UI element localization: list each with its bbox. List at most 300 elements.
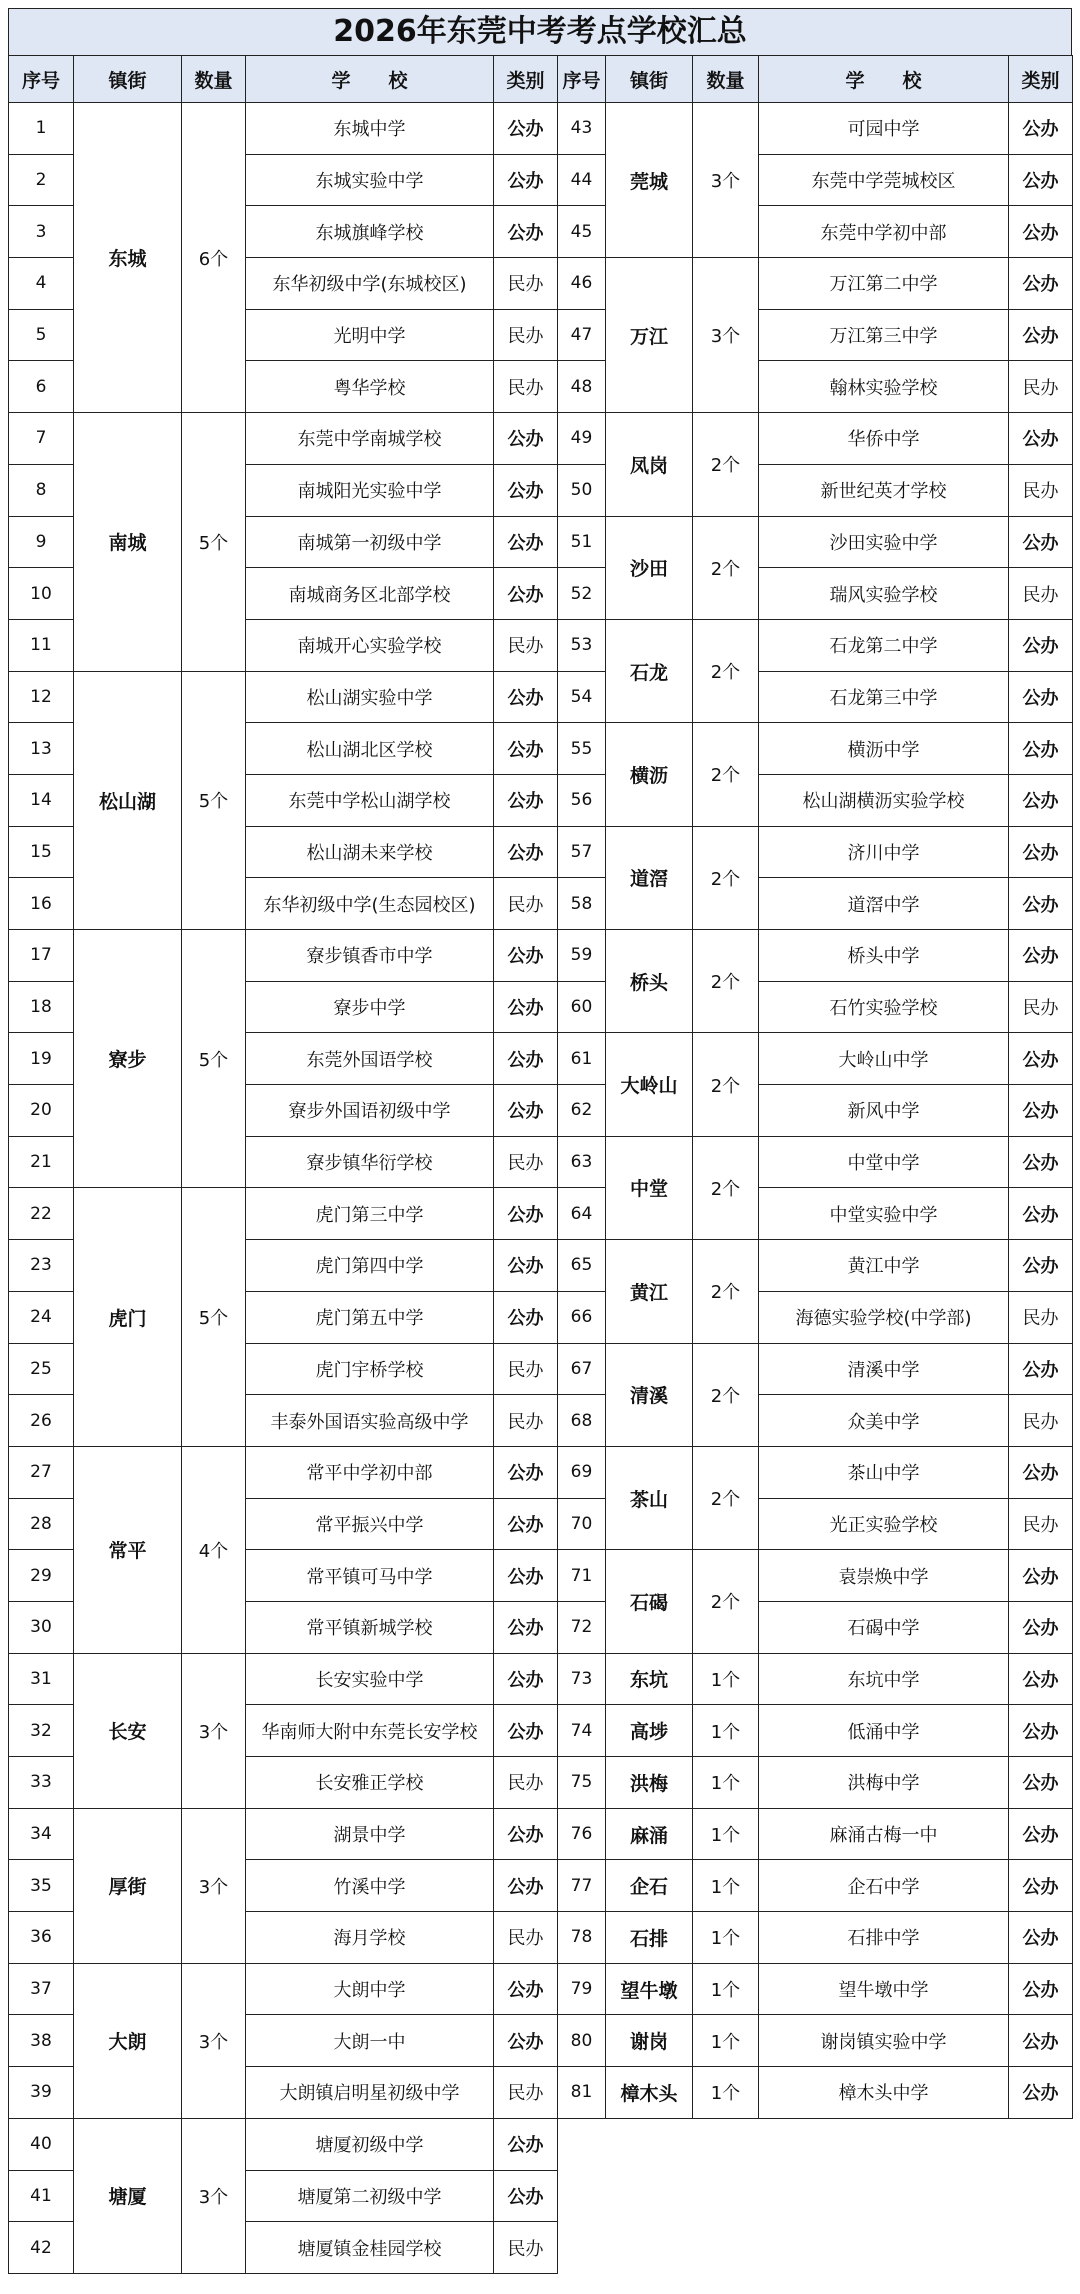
town-cell: 石排 [606,1912,693,1964]
school-name: 东城中学 [246,103,494,155]
row-number: 3 [9,206,74,258]
row-number: 28 [9,1499,74,1551]
school-name: 麻涌古梅一中 [759,1809,1009,1861]
school-type: 公办 [494,1499,558,1551]
town-cell: 道滘 [606,827,693,930]
row-number: 18 [9,982,74,1034]
school-name: 瑞风实验学校 [759,568,1009,620]
school-type: 民办 [494,2222,558,2274]
school-name: 粤华学校 [246,361,494,413]
row-number: 48 [558,361,606,413]
school-type: 民办 [1009,1499,1073,1551]
school-name: 大朗镇启明星初级中学 [246,2067,494,2119]
town-cell: 莞城 [606,103,693,258]
count-cell: 5个 [182,930,246,1188]
school-type: 民办 [1009,1395,1073,1447]
school-name: 寮步镇华衍学校 [246,1137,494,1189]
count-cell: 3个 [182,1964,246,2119]
count-cell: 1个 [693,1705,759,1757]
school-name: 东城旗峰学校 [246,206,494,258]
school-type: 公办 [1009,1912,1073,1964]
school-type: 公办 [1009,723,1073,775]
row-number: 12 [9,672,74,724]
school-type: 公办 [494,982,558,1034]
town-cell: 麻涌 [606,1809,693,1861]
count-cell: 1个 [693,2015,759,2067]
town-cell: 万江 [606,258,693,413]
row-number: 73 [558,1654,606,1706]
school-name: 海德实验学校(中学部) [759,1292,1009,1344]
row-number: 10 [9,568,74,620]
school-name: 虎门宇桥学校 [246,1344,494,1396]
school-name: 企石中学 [759,1860,1009,1912]
school-name: 东城实验中学 [246,155,494,207]
school-type: 公办 [1009,1447,1073,1499]
count-cell: 2个 [693,827,759,930]
row-number: 62 [558,1085,606,1137]
school-type: 公办 [1009,1085,1073,1137]
row-number: 69 [558,1447,606,1499]
school-name: 光正实验学校 [759,1499,1009,1551]
school-type: 公办 [1009,155,1073,207]
school-name: 石排中学 [759,1912,1009,1964]
count-cell: 3个 [182,2119,246,2274]
row-number: 66 [558,1292,606,1344]
town-cell: 石碣 [606,1550,693,1653]
header-count: 数量 [693,56,759,103]
school-type: 民办 [494,2067,558,2119]
row-number: 15 [9,827,74,879]
count-cell: 3个 [693,258,759,413]
school-name: 松山湖北区学校 [246,723,494,775]
school-name: 翰林实验学校 [759,361,1009,413]
school-name: 茶山中学 [759,1447,1009,1499]
row-number: 20 [9,1085,74,1137]
row-number: 49 [558,413,606,465]
row-number: 81 [558,2067,606,2119]
row-number: 37 [9,1964,74,2016]
town-cell: 黄江 [606,1240,693,1343]
town-cell: 谢岗 [606,2015,693,2067]
row-number: 52 [558,568,606,620]
school-name: 石龙第三中学 [759,672,1009,724]
school-type: 公办 [1009,672,1073,724]
row-number: 68 [558,1395,606,1447]
count-cell: 3个 [182,1809,246,1964]
school-type: 公办 [494,206,558,258]
row-number: 53 [558,620,606,672]
town-cell: 石龙 [606,620,693,723]
row-number: 40 [9,2119,74,2171]
school-type: 公办 [1009,1964,1073,2016]
school-name: 丰泰外国语实验高级中学 [246,1395,494,1447]
school-name: 长安雅正学校 [246,1757,494,1809]
school-name: 新风中学 [759,1085,1009,1137]
school-type: 公办 [494,1240,558,1292]
school-type: 公办 [1009,2015,1073,2067]
town-cell: 大朗 [74,1964,182,2119]
row-number: 46 [558,258,606,310]
row-number: 74 [558,1705,606,1757]
town-cell: 塘厦 [74,2119,182,2274]
school-name: 寮步外国语初级中学 [246,1085,494,1137]
school-type: 民办 [494,620,558,672]
count-cell: 2个 [693,620,759,723]
school-name: 常平镇可马中学 [246,1550,494,1602]
school-name: 大朗中学 [246,1964,494,2016]
school-type: 公办 [494,1654,558,1706]
row-number: 4 [9,258,74,310]
row-number: 76 [558,1809,606,1861]
school-type: 民办 [494,361,558,413]
school-name: 低涌中学 [759,1705,1009,1757]
count-cell: 2个 [693,413,759,516]
school-type: 公办 [1009,1137,1073,1189]
header-count: 数量 [182,56,246,103]
school-type: 公办 [1009,1860,1073,1912]
school-name: 南城阳光实验中学 [246,465,494,517]
row-number: 39 [9,2067,74,2119]
count-cell: 1个 [693,1654,759,1706]
school-type: 公办 [1009,1809,1073,1861]
count-cell: 1个 [693,1912,759,1964]
town-cell: 厚街 [74,1809,182,1964]
row-number: 17 [9,930,74,982]
header-type: 类别 [494,56,558,103]
row-number: 22 [9,1188,74,1240]
school-type: 公办 [1009,1602,1073,1654]
school-type: 公办 [1009,1240,1073,1292]
town-cell: 高埗 [606,1705,693,1757]
school-name: 石龙第二中学 [759,620,1009,672]
school-type: 民办 [494,258,558,310]
school-type: 公办 [1009,206,1073,258]
school-name: 湖景中学 [246,1809,494,1861]
row-number: 33 [9,1757,74,1809]
school-name: 寮步中学 [246,982,494,1034]
row-number: 11 [9,620,74,672]
count-cell: 1个 [693,1757,759,1809]
town-cell: 常平 [74,1447,182,1654]
school-name: 中堂实验中学 [759,1188,1009,1240]
school-type: 民办 [1009,982,1073,1034]
count-cell: 2个 [693,1137,759,1240]
school-name: 东华初级中学(生态园校区) [246,878,494,930]
school-type: 公办 [494,413,558,465]
count-cell: 4个 [182,1447,246,1654]
school-type: 公办 [1009,413,1073,465]
school-type: 公办 [1009,930,1073,982]
school-type: 公办 [1009,1188,1073,1240]
row-number: 24 [9,1292,74,1344]
school-name: 沙田实验中学 [759,517,1009,569]
school-name: 石竹实验学校 [759,982,1009,1034]
school-type: 民办 [494,1912,558,1964]
school-name: 长安实验中学 [246,1654,494,1706]
count-cell: 3个 [182,1654,246,1809]
school-type: 公办 [494,465,558,517]
school-name: 东莞外国语学校 [246,1033,494,1085]
school-type: 公办 [1009,620,1073,672]
row-number: 75 [558,1757,606,1809]
school-name: 众美中学 [759,1395,1009,1447]
count-cell: 6个 [182,103,246,413]
school-name: 新世纪英才学校 [759,465,1009,517]
count-cell: 1个 [693,1860,759,1912]
school-name: 常平中学初中部 [246,1447,494,1499]
count-cell: 1个 [693,1964,759,2016]
school-name: 塘厦第二初级中学 [246,2171,494,2223]
school-type: 公办 [1009,775,1073,827]
row-number: 70 [558,1499,606,1551]
row-number: 44 [558,155,606,207]
town-cell: 中堂 [606,1137,693,1240]
school-type: 公办 [1009,1344,1073,1396]
row-number: 16 [9,878,74,930]
header-type: 类别 [1009,56,1073,103]
town-cell: 东城 [74,103,182,413]
school-name: 光明中学 [246,310,494,362]
school-type: 公办 [494,103,558,155]
school-type: 公办 [494,1860,558,1912]
school-type: 公办 [1009,517,1073,569]
school-name: 海月学校 [246,1912,494,1964]
row-number: 7 [9,413,74,465]
count-cell: 2个 [693,517,759,620]
town-cell: 沙田 [606,517,693,620]
row-number: 58 [558,878,606,930]
town-cell: 松山湖 [74,672,182,930]
school-type: 公办 [494,1292,558,1344]
school-type: 公办 [1009,1654,1073,1706]
count-cell: 2个 [693,1550,759,1653]
school-type: 公办 [1009,827,1073,879]
header-no: 序号 [558,56,606,103]
school-name: 谢岗镇实验中学 [759,2015,1009,2067]
row-number: 14 [9,775,74,827]
row-number: 5 [9,310,74,362]
school-name: 虎门第四中学 [246,1240,494,1292]
town-cell: 桥头 [606,930,693,1033]
row-number: 43 [558,103,606,155]
school-name: 洪梅中学 [759,1757,1009,1809]
school-type: 民办 [494,1344,558,1396]
count-cell: 2个 [693,1344,759,1447]
header-town: 镇街 [606,56,693,103]
row-number: 25 [9,1344,74,1396]
school-name: 万江第二中学 [759,258,1009,310]
document-sheet [8,8,1072,2286]
row-number: 47 [558,310,606,362]
header-school: 学 校 [759,56,1009,103]
row-number: 1 [9,103,74,155]
school-name: 竹溪中学 [246,1860,494,1912]
school-name: 可园中学 [759,103,1009,155]
row-number: 72 [558,1602,606,1654]
school-type: 公办 [494,723,558,775]
school-type: 民办 [494,878,558,930]
row-number: 59 [558,930,606,982]
school-type: 公办 [494,1033,558,1085]
school-type: 公办 [494,775,558,827]
row-number: 19 [9,1033,74,1085]
school-name: 松山湖横沥实验学校 [759,775,1009,827]
school-type: 公办 [1009,258,1073,310]
town-cell: 洪梅 [606,1757,693,1809]
row-number: 78 [558,1912,606,1964]
row-number: 79 [558,1964,606,2016]
town-cell: 南城 [74,413,182,671]
school-type: 公办 [494,2119,558,2171]
school-name: 大岭山中学 [759,1033,1009,1085]
school-type: 民办 [1009,465,1073,517]
school-type: 公办 [1009,1757,1073,1809]
row-number: 63 [558,1137,606,1189]
row-number: 35 [9,1860,74,1912]
page-title: 2026年东莞中考考点学校汇总 [8,8,1072,56]
school-name: 南城第一初级中学 [246,517,494,569]
school-name: 松山湖未来学校 [246,827,494,879]
school-type: 公办 [494,2171,558,2223]
row-number: 61 [558,1033,606,1085]
count-cell: 1个 [693,1809,759,1861]
row-number: 80 [558,2015,606,2067]
row-number: 21 [9,1137,74,1189]
count-cell: 2个 [693,1033,759,1136]
school-name: 虎门第三中学 [246,1188,494,1240]
school-type: 公办 [494,1809,558,1861]
school-name: 华侨中学 [759,413,1009,465]
count-cell: 2个 [693,1240,759,1343]
school-name: 南城开心实验学校 [246,620,494,672]
row-number: 8 [9,465,74,517]
row-number: 45 [558,206,606,258]
row-number: 54 [558,672,606,724]
school-name: 东莞中学莞城校区 [759,155,1009,207]
school-type: 公办 [494,1964,558,2016]
row-number: 31 [9,1654,74,1706]
school-type: 公办 [494,1085,558,1137]
town-cell: 企石 [606,1860,693,1912]
school-name: 桥头中学 [759,930,1009,982]
row-number: 60 [558,982,606,1034]
schools-table [8,55,1073,2274]
school-name: 清溪中学 [759,1344,1009,1396]
school-type: 公办 [1009,1550,1073,1602]
row-number: 9 [9,517,74,569]
town-cell: 茶山 [606,1447,693,1550]
school-type: 公办 [494,517,558,569]
town-cell: 横沥 [606,723,693,826]
town-cell: 樟木头 [606,2067,693,2119]
header-no: 序号 [9,56,74,103]
school-type: 公办 [1009,1705,1073,1757]
row-number: 51 [558,517,606,569]
row-number: 55 [558,723,606,775]
school-name: 塘厦初级中学 [246,2119,494,2171]
row-number: 65 [558,1240,606,1292]
town-cell: 望牛墩 [606,1964,693,2016]
school-name: 袁崇焕中学 [759,1550,1009,1602]
school-name: 东莞中学松山湖学校 [246,775,494,827]
school-name: 大朗一中 [246,2015,494,2067]
row-number: 71 [558,1550,606,1602]
school-type: 公办 [494,1602,558,1654]
town-cell: 寮步 [74,930,182,1188]
town-cell: 长安 [74,1654,182,1809]
row-number: 26 [9,1395,74,1447]
school-name: 樟木头中学 [759,2067,1009,2119]
town-cell: 凤岗 [606,413,693,516]
school-name: 横沥中学 [759,723,1009,775]
row-number: 34 [9,1809,74,1861]
school-type: 公办 [494,1447,558,1499]
row-number: 38 [9,2015,74,2067]
school-name: 常平振兴中学 [246,1499,494,1551]
row-number: 29 [9,1550,74,1602]
school-name: 济川中学 [759,827,1009,879]
count-cell: 1个 [693,2067,759,2119]
school-type: 公办 [494,155,558,207]
town-cell: 虎门 [74,1188,182,1446]
row-number: 67 [558,1344,606,1396]
count-cell: 2个 [693,1447,759,1550]
school-name: 东莞中学南城学校 [246,413,494,465]
school-type: 公办 [494,1550,558,1602]
row-number: 13 [9,723,74,775]
school-name: 黄江中学 [759,1240,1009,1292]
count-cell: 5个 [182,413,246,671]
count-cell: 2个 [693,723,759,826]
town-cell: 清溪 [606,1344,693,1447]
school-name: 万江第三中学 [759,310,1009,362]
header-school: 学 校 [246,56,494,103]
school-type: 民办 [494,310,558,362]
school-type: 公办 [494,827,558,879]
school-type: 民办 [1009,1292,1073,1344]
school-name: 东华初级中学(东城校区) [246,258,494,310]
school-name: 中堂中学 [759,1137,1009,1189]
school-type: 公办 [494,2015,558,2067]
school-name: 松山湖实验中学 [246,672,494,724]
school-type: 民办 [494,1395,558,1447]
school-type: 公办 [494,1705,558,1757]
school-type: 民办 [1009,361,1073,413]
school-type: 公办 [1009,878,1073,930]
school-name: 石碣中学 [759,1602,1009,1654]
school-type: 公办 [494,672,558,724]
school-type: 民办 [494,1757,558,1809]
row-number: 6 [9,361,74,413]
school-name: 东坑中学 [759,1654,1009,1706]
row-number: 77 [558,1860,606,1912]
school-type: 公办 [1009,1033,1073,1085]
school-name: 东莞中学初中部 [759,206,1009,258]
count-cell: 3个 [693,103,759,258]
row-number: 56 [558,775,606,827]
empty-area [558,2119,1073,2274]
row-number: 32 [9,1705,74,1757]
school-type: 公办 [1009,103,1073,155]
count-cell: 2个 [693,930,759,1033]
town-cell: 东坑 [606,1654,693,1706]
row-number: 2 [9,155,74,207]
row-number: 64 [558,1188,606,1240]
school-name: 常平镇新城学校 [246,1602,494,1654]
school-type: 民办 [1009,568,1073,620]
town-cell: 大岭山 [606,1033,693,1136]
school-name: 道滘中学 [759,878,1009,930]
